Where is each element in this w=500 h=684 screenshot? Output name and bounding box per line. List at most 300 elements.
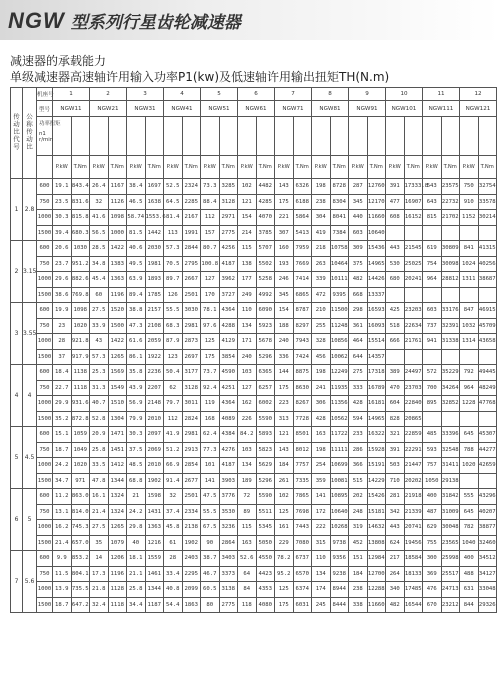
power-cell: 198 <box>312 442 331 458</box>
torque-cell: 21339 <box>404 504 423 520</box>
torque-cell: 804.1 <box>71 566 90 582</box>
blank-header-cell <box>164 117 183 156</box>
input-speed-cell: 1500 <box>37 535 53 551</box>
power-cell: 52.6 <box>238 551 257 567</box>
torque-cell: 33176 <box>441 303 460 319</box>
power-cell: 275 <box>349 365 368 381</box>
power-cell: 27.5 <box>90 303 109 319</box>
blank-header-cell <box>441 117 460 156</box>
capacity-table <box>10 87 497 613</box>
torque-cell: 15436 <box>367 241 386 257</box>
power-cell: 72 <box>238 489 257 505</box>
power-cell: 530 <box>386 256 405 272</box>
power-cell: 61 <box>164 535 183 551</box>
power-cell: 964 <box>460 380 479 396</box>
input-speed-cell: 1000 <box>37 334 53 350</box>
power-cell: 18.4 <box>53 365 72 381</box>
power-unit: P.kW <box>386 156 405 179</box>
power-cell: 177 <box>238 272 257 288</box>
torque-cell: 1128 <box>108 582 127 598</box>
power-cell: 400 <box>423 489 442 505</box>
power-cell: 103 <box>238 365 257 381</box>
torque-cell: 4364 <box>219 303 238 319</box>
power-cell: 604 <box>386 396 405 412</box>
torque-cell: 2295 <box>182 566 201 582</box>
power-cell: 48.5 <box>127 458 146 474</box>
torque-cell: 4187 <box>219 256 238 272</box>
power-cell: 32 <box>90 194 109 210</box>
power-cell: 964 <box>423 272 442 288</box>
power-unit: P.kW <box>127 156 146 179</box>
power-cell: 217 <box>386 551 405 567</box>
power-cell: 619 <box>423 241 442 257</box>
power-cell: 828 <box>386 411 405 427</box>
power-cell: 263 <box>312 256 331 272</box>
ratio-code-cell: 5 <box>11 427 23 489</box>
input-speed-cell: 1000 <box>37 582 53 598</box>
power-cell: 643 <box>423 194 442 210</box>
power-cell: 63.9 <box>127 272 146 288</box>
power-cell: 38.8 <box>127 303 146 319</box>
torque-cell: 10464 <box>330 256 349 272</box>
torque-cell: 33578 <box>478 194 497 210</box>
torque-cell: 1098 <box>108 210 127 226</box>
power-cell: 264 <box>386 566 405 582</box>
power-cell: 518 <box>386 318 405 334</box>
power-cell: 113 <box>164 225 183 241</box>
torque-cell: 10562 <box>330 411 349 427</box>
power-cell: 488 <box>460 566 479 582</box>
torque-cell: 4423 <box>256 566 275 582</box>
torque-cell: 23212 <box>441 597 460 613</box>
ratio-code-cell: 1 <box>11 179 23 241</box>
torque-cell: 22291 <box>404 442 423 458</box>
power-cell: 428 <box>349 396 368 412</box>
power-cell: 15.1 <box>53 427 72 443</box>
torque-cell: 1442 <box>145 225 164 241</box>
power-cell: 45.4 <box>90 272 109 288</box>
torque-cell: 4364 <box>219 396 238 412</box>
power-cell <box>460 225 479 241</box>
torque-cell <box>478 411 497 427</box>
torque-cell: 7728 <box>293 411 312 427</box>
power-cell: 50.4 <box>164 365 183 381</box>
power-cell: 81.5 <box>127 225 146 241</box>
torque-cell: 5893 <box>256 427 275 443</box>
torque-cell: 3776 <box>219 489 238 505</box>
power-cell: 345 <box>275 287 294 303</box>
torque-cell: 10111 <box>330 272 349 288</box>
power-cell: 151 <box>349 551 368 567</box>
power-unit: P.kW <box>312 156 331 179</box>
nominal-ratio-label: 公称传动比 <box>25 113 33 151</box>
power-cell: 78.1 <box>201 303 220 319</box>
torque-cell: 30098 <box>441 256 460 272</box>
torque-cell: 1863 <box>182 597 201 613</box>
power-cell: 64 <box>238 566 257 582</box>
power-cell <box>460 411 479 427</box>
torque-cell: 21761 <box>404 334 423 350</box>
input-speed-cell: 600 <box>37 551 53 567</box>
torque-cell: 657.0 <box>71 535 90 551</box>
power-cell: 121 <box>275 427 294 443</box>
power-cell: 629 <box>423 520 442 536</box>
torque-cell: 5823 <box>256 442 275 458</box>
power-cell: 593 <box>423 442 442 458</box>
torque-cell: 5296 <box>256 349 275 365</box>
power-cell: 51.2 <box>164 442 183 458</box>
input-speed-cell: 600 <box>37 427 53 443</box>
torque-cell: 18584 <box>404 551 423 567</box>
torque-cell: 769.8 <box>71 287 90 303</box>
torque-cell: 1118 <box>108 597 127 613</box>
power-cell: 70.5 <box>164 256 183 272</box>
table-row <box>11 411 497 427</box>
power-cell: 32 <box>164 489 183 505</box>
power-cell: 73.7 <box>201 365 220 381</box>
power-cell <box>423 287 442 303</box>
power-cell: 90 <box>201 535 220 551</box>
torque-cell: 1344 <box>145 582 164 598</box>
torque-cell: 40207 <box>478 504 497 520</box>
torque-cell: 31338 <box>441 334 460 350</box>
torque-cell: 16789 <box>367 380 386 396</box>
torque-cell: 1559 <box>145 551 164 567</box>
power-cell: 419 <box>312 225 331 241</box>
torque-cell <box>478 349 497 365</box>
power-cell <box>460 287 479 303</box>
power-cell: 40.8 <box>164 582 183 598</box>
power-cell: 20.9 <box>90 427 109 443</box>
model-name: NGW11 <box>53 101 90 117</box>
power-cell: 14 <box>90 551 109 567</box>
input-speed-cell: 1500 <box>37 349 53 365</box>
power-cell: 338 <box>349 597 368 613</box>
torque-cell: 2775 <box>219 225 238 241</box>
power-cell: 73.3 <box>201 179 220 195</box>
torque-cell: 29138 <box>441 473 460 489</box>
torque-cell: 12984 <box>367 551 386 567</box>
torque-cell: 7959 <box>293 241 312 257</box>
power-cell: 24.2 <box>127 504 146 520</box>
torque-cell: 14357 <box>367 349 386 365</box>
torque-cell: 6737 <box>293 551 312 567</box>
power-cell: 25.8 <box>127 582 146 598</box>
torque-cell: 11722 <box>330 427 349 443</box>
torque-cell: 20865 <box>404 411 423 427</box>
power-cell: 11.5 <box>53 566 72 582</box>
torque-cell: 34127 <box>478 566 497 582</box>
torque-cell: 32852 <box>441 396 460 412</box>
torque-cell: 38877 <box>478 520 497 536</box>
torque-cell: 12700 <box>367 566 386 582</box>
power-cell: 138 <box>238 256 257 272</box>
torque-cell: 49445 <box>478 365 497 381</box>
power-cell: 487 <box>423 504 442 520</box>
power-cell: 175 <box>275 597 294 613</box>
torque-cell: 2775 <box>219 597 238 613</box>
torque-cell: 47768 <box>478 396 497 412</box>
torque-cell: 43658 <box>478 334 497 350</box>
power-cell: 89.4 <box>127 287 146 303</box>
rpm-unit-label: r/min <box>39 137 54 143</box>
torque-cell: 1000 <box>108 225 127 241</box>
power-cell: 134 <box>238 458 257 474</box>
torque-cell: 2148 <box>145 396 164 412</box>
torque-cell: 7384 <box>330 225 349 241</box>
power-cell: 18.7 <box>53 597 72 613</box>
frame-number: 6 <box>238 88 275 101</box>
torque-unit: T.Nm <box>256 156 275 179</box>
power-cell: 144 <box>275 365 294 381</box>
power-cell: 755 <box>423 535 442 551</box>
power-cell: 214 <box>238 225 257 241</box>
torque-cell: 2501 <box>182 287 201 303</box>
power-cell: 443 <box>386 241 405 257</box>
table-row <box>11 194 497 210</box>
power-cell: 52.5 <box>164 179 183 195</box>
torque-cell: 1598 <box>145 489 164 505</box>
torque-cell: 7669 <box>293 256 312 272</box>
power-cell: 33.5 <box>90 458 109 474</box>
power-cell: 680 <box>386 272 405 288</box>
torque-cell: 1324 <box>108 504 127 520</box>
power-cell: 134 <box>238 318 257 334</box>
power-cell: 287 <box>349 179 368 195</box>
power-cell <box>423 349 442 365</box>
torque-cell: 4276 <box>219 442 238 458</box>
power-cell: 910 <box>460 194 479 210</box>
torque-cell: 16181 <box>367 396 386 412</box>
torque-cell: 17333.8 <box>404 179 423 195</box>
power-cell: 45.8 <box>164 520 183 536</box>
power-cell: 39.4 <box>53 225 72 241</box>
torque-cell: 22840 <box>404 396 423 412</box>
blank-header-cell <box>293 117 312 156</box>
power-cell: 184 <box>349 566 368 582</box>
nominal-ratio-cell: 3.15 <box>23 241 37 303</box>
torque-cell: 20741 <box>404 520 423 536</box>
power-cell: 189 <box>238 473 257 489</box>
power-cell: 68.3 <box>164 318 183 334</box>
torque-unit: T.Nm <box>71 156 90 179</box>
power-cell: 515 <box>349 473 368 489</box>
torque-cell: 1461 <box>145 566 164 582</box>
power-cell: 238 <box>349 582 368 598</box>
power-cell: 644 <box>349 349 368 365</box>
power-cell: 321 <box>386 427 405 443</box>
power-cell: 233 <box>349 427 368 443</box>
torque-cell: 6188 <box>293 194 312 210</box>
power-cell: 41.9 <box>164 427 183 443</box>
torque-cell: 17485 <box>404 582 423 598</box>
table-row <box>11 272 497 288</box>
torque-cell: 4070 <box>256 210 275 226</box>
frame-number: 12 <box>460 88 497 101</box>
torque-cell: 18133 <box>404 566 423 582</box>
torque-cell: 917.9 <box>71 349 90 365</box>
torque-cell: 11356 <box>330 396 349 412</box>
power-cell: 710 <box>386 473 405 489</box>
power-cell: 476 <box>423 582 442 598</box>
torque-cell: 1431 <box>145 504 164 520</box>
table-row <box>11 597 497 613</box>
power-cell: 43 <box>90 334 109 350</box>
power-cell: 91.4 <box>164 473 183 489</box>
power-cell: 306 <box>312 396 331 412</box>
power-cell: 61.6 <box>127 334 146 350</box>
torque-cell: 32754 <box>478 179 497 195</box>
torque-cell: 745.3 <box>71 520 90 536</box>
input-speed-cell: 600 <box>37 489 53 505</box>
torque-cell: 1697 <box>145 179 164 195</box>
torque-cell: 6374 <box>293 582 312 598</box>
torque-cell: 16322 <box>367 427 386 443</box>
power-cell: 160 <box>275 241 294 257</box>
torque-cell: 2844 <box>182 241 201 257</box>
table-row <box>11 427 497 443</box>
power-cell: 161 <box>275 520 294 536</box>
table-row <box>11 334 497 350</box>
torque-cell: 1981 <box>145 256 164 272</box>
power-cell: 1040 <box>460 535 479 551</box>
power-cell: 127 <box>201 272 220 288</box>
input-speed-cell: 1500 <box>37 411 53 427</box>
blank-header-cell <box>330 117 349 156</box>
power-cell: 223 <box>275 396 294 412</box>
nominal-ratio-cell: 3.55 <box>23 303 37 365</box>
power-cell: 170 <box>201 287 220 303</box>
model-name: NGW31 <box>127 101 164 117</box>
power-cell: 115 <box>238 520 257 536</box>
power-cell: 246 <box>275 272 294 288</box>
torque-cell: 10062 <box>330 349 349 365</box>
input-speed-cell: 600 <box>37 179 53 195</box>
torque-cell: 5413 <box>293 225 312 241</box>
torque-cell: 5258 <box>256 272 275 288</box>
power-cell: 35.8 <box>127 365 146 381</box>
power-cell: 141 <box>312 489 331 505</box>
torque-cell: 4187 <box>219 458 238 474</box>
power-cell: 46.5 <box>127 194 146 210</box>
power-cell: 143 <box>275 442 294 458</box>
torque-cell: 7865 <box>293 489 312 505</box>
power-cell: 555 <box>460 489 479 505</box>
torque-cell: 2981 <box>182 318 201 334</box>
torque-cell: 33396 <box>441 427 460 443</box>
torque-cell: 1304 <box>108 411 127 427</box>
power-cell: 40 <box>127 535 146 551</box>
power-cell: 66.9 <box>164 458 183 474</box>
power-cell: 19.9 <box>53 303 72 319</box>
nominal-ratio-cell: 2.8 <box>23 179 37 241</box>
torque-cell: 5511 <box>256 504 275 520</box>
power-cell: 464 <box>349 334 368 350</box>
power-cell: 366 <box>349 458 368 474</box>
torque-cell: 1383 <box>108 256 127 272</box>
power-cell: 304 <box>312 210 331 226</box>
torque-cell: 2913 <box>182 442 201 458</box>
torque-cell: 5296 <box>256 473 275 489</box>
torque-cell: 17318 <box>367 365 386 381</box>
torque-cell: 1167 <box>108 179 127 195</box>
header-row-units <box>11 156 497 179</box>
torque-cell: 10640 <box>367 225 386 241</box>
torque-cell: 45709 <box>478 318 497 334</box>
table-row <box>11 551 497 567</box>
power-cell: 261 <box>275 473 294 489</box>
torque-cell: 23575 <box>441 179 460 195</box>
power-cell: 226 <box>238 411 257 427</box>
torque-cell: 10699 <box>330 458 349 474</box>
power-cell: 20.6 <box>53 241 72 257</box>
power-cell: 172 <box>312 504 331 520</box>
power-cell: 792 <box>460 365 479 381</box>
torque-cell: 1451 <box>108 442 127 458</box>
power-cell: 34.7 <box>53 473 72 489</box>
power-cell: 750 <box>460 179 479 195</box>
torque-cell: 2854 <box>182 458 201 474</box>
torque-cell: 1510 <box>108 396 127 412</box>
blank-header-cell <box>219 117 238 156</box>
frame-number: 11 <box>423 88 460 101</box>
torque-cell: 43296 <box>478 489 497 505</box>
torque-cell: 30809 <box>441 241 460 257</box>
power-unit: P.kW <box>423 156 442 179</box>
torque-cell: 32460 <box>478 535 497 551</box>
power-cell: 188 <box>275 318 294 334</box>
torque-cell: 8012 <box>293 442 312 458</box>
power-cell: 21 <box>127 489 146 505</box>
torque-cell: 21447 <box>404 458 423 474</box>
power-cell: 307 <box>275 225 294 241</box>
torque-cell <box>404 225 423 241</box>
torque-cell: 1138 <box>71 365 90 381</box>
table-row <box>11 489 497 505</box>
torque-cell: 4089 <box>219 411 238 427</box>
power-cell: 241 <box>312 380 331 396</box>
power-cell: 11.2 <box>53 489 72 505</box>
power-cell: 1050 <box>423 473 442 489</box>
torque-cell: 33048 <box>478 582 497 598</box>
torque-cell: 1785 <box>145 287 164 303</box>
power-cell: 815 <box>423 210 442 226</box>
power-cell: 281 <box>386 489 405 505</box>
power-cell: 174 <box>312 582 331 598</box>
input-speed-cell: 1000 <box>37 458 53 474</box>
torque-cell: 1265 <box>108 520 127 536</box>
input-speed-cell: 1500 <box>37 225 53 241</box>
torque-cell: 2334 <box>182 504 201 520</box>
torque-cell: 4288 <box>219 318 238 334</box>
torque-cell: 6570 <box>293 566 312 582</box>
torque-cell: 14965 <box>367 256 386 272</box>
power-cell: 88.4 <box>201 194 220 210</box>
torque-cell: 6365 <box>256 365 275 381</box>
blank-header-cell <box>367 117 386 156</box>
power-cell: 482 <box>386 597 405 613</box>
torque-cell: 7335 <box>293 473 312 489</box>
torque-cell: 14426 <box>367 272 386 288</box>
power-cell: 89.7 <box>164 272 183 288</box>
torque-cell: 4129 <box>219 334 238 350</box>
power-cell: 240 <box>238 349 257 365</box>
power-cell: 84 <box>238 582 257 598</box>
torque-cell: 8944 <box>330 582 349 598</box>
power-cell: 43.9 <box>127 380 146 396</box>
torque-cell: 1059 <box>71 427 90 443</box>
torque-cell: 7424 <box>293 349 312 365</box>
